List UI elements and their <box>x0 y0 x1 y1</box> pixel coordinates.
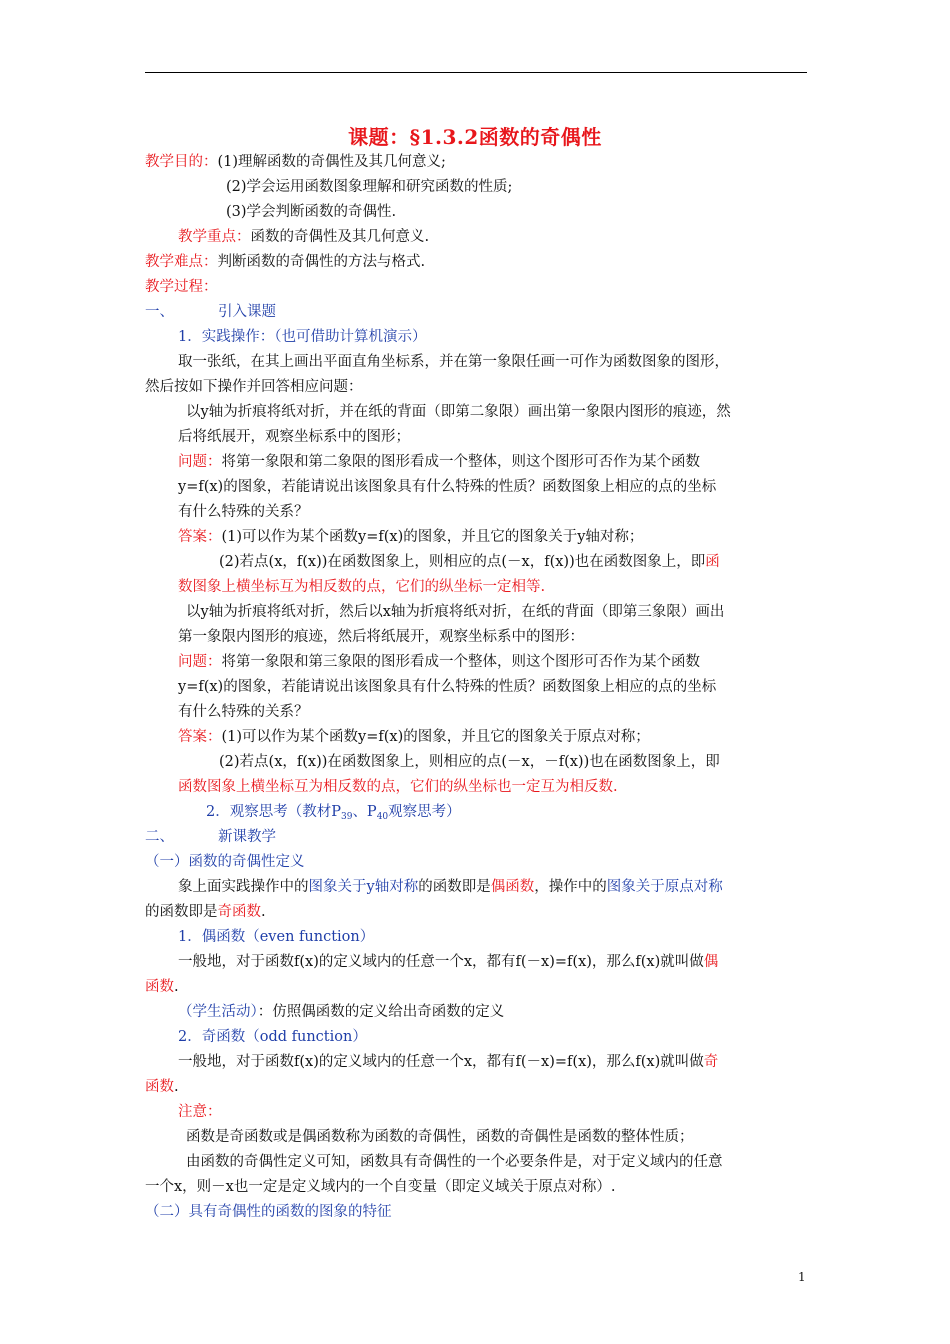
note-label: 注意： <box>178 1104 222 1120</box>
odd-function-heading: 2．奇函数（odd function） <box>178 1029 367 1045</box>
answer-highlight: 函 <box>705 554 720 570</box>
section-2-number: 二、 <box>145 829 174 845</box>
question-1-line <box>178 452 700 472</box>
student-activity-label: （学生活动） <box>178 1004 258 1020</box>
fold2-line: 第一象限内图形的痕迹，然后将纸展开，观察坐标系中的图形： <box>178 629 584 645</box>
note-line: 函数是奇函数或是偶函数称为函数的奇偶性，函数的奇偶性是函数的整体性质； <box>186 1129 694 1145</box>
objectives-label: 教学目的： <box>145 154 218 170</box>
answer-highlight: 数图象上横坐标互为相反数的点，它们的纵坐标一定相等. <box>178 579 546 595</box>
header-rule <box>145 72 807 73</box>
fold1-line: 后将纸展开，观察坐标系中的图形； <box>178 429 410 445</box>
answer-text: (1)可以作为某个函数y=f(x)的图象，并且它的图象关于原点对称； <box>221 729 650 745</box>
section-1-heading <box>145 302 276 322</box>
difficulty-label: 教学难点： <box>145 254 218 270</box>
objective-item: (1)理解函数的奇偶性及其几何意义; <box>217 154 446 170</box>
page-number: 1 <box>798 1270 806 1284</box>
answer-label: 答案： <box>178 729 222 745</box>
answer-2-line: (2)若点(x，f(x))在函数图象上，则相应的点(－x，－f(x))也在函数图象上，即 <box>219 754 720 770</box>
question-2-line: 有什么特殊的关系？ <box>178 704 309 720</box>
answer-label: 答案： <box>178 529 222 545</box>
question-label: 问题： <box>178 654 222 670</box>
odd-definition-line: 一般地，对于函数f(x)的定义域内的任意一个x，都有f(－x)=f(x)，那么f(x)就叫做奇 <box>178 1054 719 1070</box>
practice-paragraph-line: 然后按如下操作并回答相应问题： <box>145 379 363 395</box>
answer-text: (1)可以作为某个函数y=f(x)的图象，并且它的图象关于y轴对称； <box>221 529 644 545</box>
answer-text: (2)若点(x，f(x))在函数图象上，则相应的点(－x，f(x))也在函数图象上，即 <box>219 554 706 570</box>
answer-1-line <box>219 552 720 572</box>
practice-paragraph-line: 取一张纸，在其上画出平面直角坐标系，并在第一象限任画一可作为函数图象的图形， <box>178 354 729 370</box>
objective-item: (2)学会运用函数图象理解和研究函数的性质; <box>226 179 513 195</box>
key-point-line <box>178 227 429 247</box>
section-1-title: 引入课题 <box>218 304 276 320</box>
definition-paragraph-line: 象上面实践操作中的图象关于y轴对称的函数即是偶函数，操作中的图象关于原点对称 <box>178 879 723 895</box>
section-2-heading <box>145 827 276 847</box>
question-text: 将第一象限和第三象限的图形看成一个整体，则这个图形可否作为某个函数 <box>221 654 700 670</box>
answer-2-line <box>178 727 650 747</box>
fold1-line: 以y轴为折痕将纸对折，并在纸的背面（即第二象限）画出第一象限内图形的痕迹，然 <box>186 404 731 420</box>
definition-paragraph-line: 的函数即是奇函数. <box>145 904 266 920</box>
question-2-line <box>178 652 700 672</box>
question-text: 将第一象限和第二象限的图形看成一个整体，则这个图形可否作为某个函数 <box>221 454 700 470</box>
question-1-line: 有什么特殊的关系？ <box>178 504 309 520</box>
key-point-text: 函数的奇偶性及其几何意义. <box>250 229 430 245</box>
question-2-line: y=f(x)的图象，若能请说出该图象具有什么特殊的性质？函数图象上相应的点的坐标 <box>178 679 717 695</box>
section-1-number: 一、 <box>145 304 174 320</box>
page-title: 课题：§1.3.2函数的奇偶性 <box>348 125 602 149</box>
odd-definition-line: 函数. <box>145 1079 179 1095</box>
even-function-heading: 1．偶函数（even function） <box>178 929 375 945</box>
difficulty-line <box>145 252 425 272</box>
observe-heading: 2．观察思考（教材$P_{39}$、$P_{40}$观察思考） <box>206 804 461 822</box>
difficulty-text: 判断函数的奇偶性的方法与格式. <box>217 254 426 270</box>
process-label: 教学过程： <box>145 279 218 295</box>
subsection-1-heading: （一）函数的奇偶性定义 <box>145 854 305 870</box>
objectives-line-1 <box>145 152 446 172</box>
question-1-line: y=f(x)的图象，若能请说出该图象具有什么特殊的性质？函数图象上相应的点的坐标 <box>178 479 717 495</box>
even-definition-line: 一般地，对于函数f(x)的定义域内的任意一个x，都有f(－x)=f(x)，那么f(x)就叫做偶 <box>178 954 719 970</box>
note-line: 一个x，则－x也一定是定义域内的一个自变量（即定义域关于原点对称）. <box>145 1179 616 1195</box>
answer-1-line <box>178 527 643 547</box>
student-activity-line: （学生活动）：仿照偶函数的定义给出奇函数的定义 <box>178 1004 505 1020</box>
fold2-line: 以y轴为折痕将纸对折，然后以x轴为折痕将纸对折，在纸的背面（即第三象限）画出 <box>186 604 725 620</box>
even-definition-line: 函数. <box>145 979 179 995</box>
practice-heading: 1．实践操作：（也可借助计算机演示） <box>178 329 427 345</box>
objective-item: (3)学会判断函数的奇偶性. <box>226 204 397 220</box>
key-point-label: 教学重点： <box>178 229 251 245</box>
subsection-2-heading: （二）具有奇偶性的函数的图象的特征 <box>145 1204 392 1220</box>
answer-highlight: 函数图象上横坐标互为相反数的点，它们的纵坐标也一定互为相反数. <box>178 779 618 795</box>
question-label: 问题： <box>178 454 222 470</box>
note-line: 由函数的奇偶性定义可知，函数具有奇偶性的一个必要条件是，对于定义域内的任意 <box>186 1154 723 1170</box>
section-2-title: 新课教学 <box>218 829 276 845</box>
